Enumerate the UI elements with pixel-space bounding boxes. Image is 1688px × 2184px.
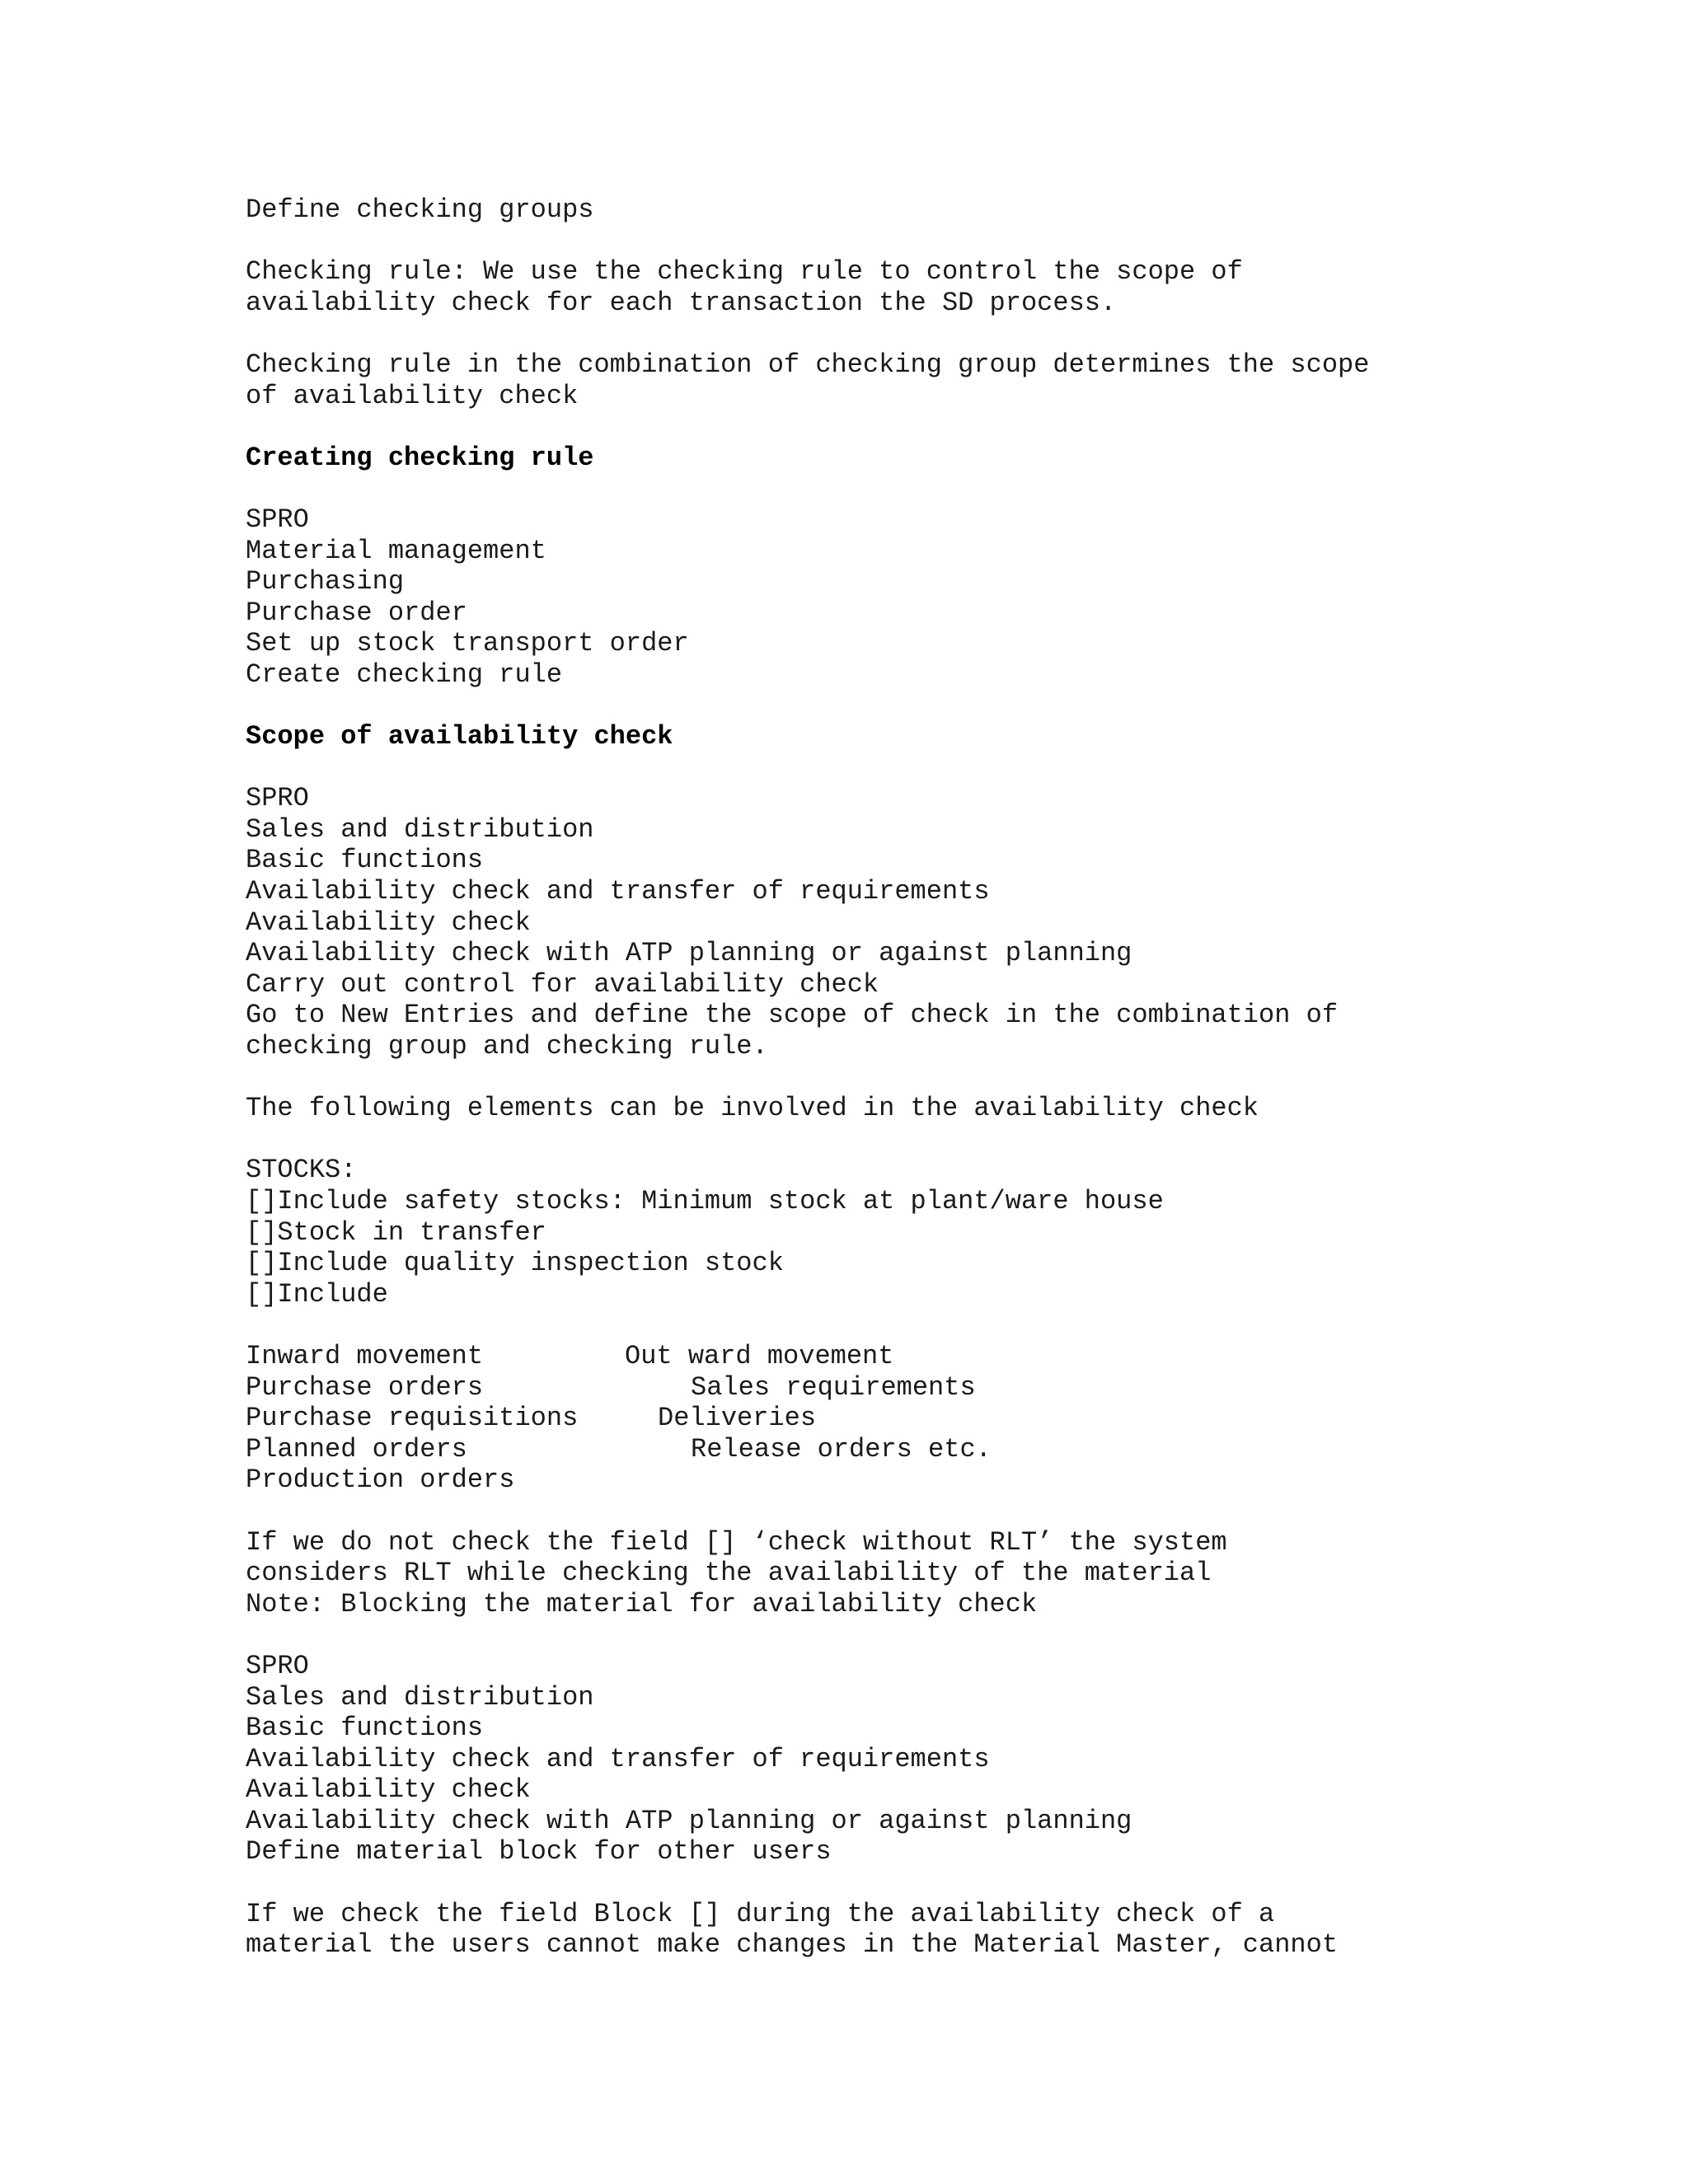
movement-row: [246, 1403, 1647, 1434]
stocks-heading: STOCKS:: [246, 1155, 357, 1186]
movement-row: [246, 1434, 1647, 1465]
menu-path-line: Basic functions: [246, 845, 484, 876]
menu-path-line: Carry out control for availability check: [246, 968, 879, 1000]
outward-item: Sales requirements: [691, 1371, 976, 1403]
section-heading-scope-of-availability-check: Scope of availability check: [246, 721, 673, 752]
menu-path-line: Purchasing: [246, 566, 405, 598]
paragraph-line: If we check the field Block [] during the availability check of a: [246, 1898, 1275, 1929]
paragraph-line: The following elements can be involved in the availability check: [246, 1093, 1259, 1124]
section-heading-creating-checking-rule: Creating checking rule: [246, 442, 594, 473]
menu-path-line: Set up stock transport order: [246, 628, 689, 659]
menu-path-line: SPRO: [246, 1650, 309, 1681]
inward-item: Purchase orders: [246, 1371, 484, 1403]
spacer: [246, 1868, 1647, 1899]
menu-path-line: Availability check and transfer of requirements: [246, 876, 990, 907]
paragraph-line: material the users cannot make changes in the Material Master, cannot: [246, 1929, 1339, 1961]
inward-item: Production orders: [246, 1465, 515, 1496]
spacer: [246, 1619, 1647, 1651]
menu-path-line: Create checking rule: [246, 658, 563, 690]
stock-option: []Include safety stocks: Minimum stock at plant/ware house: [246, 1186, 1164, 1216]
outward-item: Deliveries: [658, 1403, 817, 1434]
spacer: [246, 473, 1647, 504]
spacer: [246, 1496, 1647, 1527]
spacer: [246, 752, 1647, 784]
menu-path-line: checking group and checking rule.: [246, 1031, 768, 1062]
spacer: [246, 1062, 1647, 1094]
outward-movement-header: Out ward movement: [625, 1340, 894, 1371]
menu-path-line: Define material block for other users: [246, 1836, 832, 1868]
spacer: [246, 1124, 1647, 1155]
menu-path-line: Availability check: [246, 907, 531, 938]
menu-path-line: Basic functions: [246, 1713, 484, 1744]
menu-path-line: Sales and distribution: [246, 813, 594, 845]
note-line: Note: Blocking the material for availability check: [246, 1588, 1038, 1619]
spacer: [246, 226, 1647, 257]
stock-option: []Include: [246, 1278, 388, 1310]
stock-option: []Stock in transfer: [246, 1216, 546, 1248]
menu-path-line: Go to New Entries and define the scope of check in the combination of: [246, 1000, 1339, 1031]
paragraph-line: of availability check: [246, 380, 579, 411]
menu-path-line: Material management: [246, 535, 546, 566]
movement-row: [246, 1372, 1647, 1404]
paragraph-line: considers RLT while checking the availability of the material: [246, 1558, 1212, 1589]
menu-path-line: Availability check with ATP planning or against planning: [246, 1805, 1132, 1836]
menu-path-line: Sales and distribution: [246, 1681, 594, 1713]
paragraph-line: Checking rule in the combination of checking group determines the scope: [246, 349, 1370, 380]
paragraph-line: If we do not check the field [] ‘check without RLT’ the system: [246, 1526, 1227, 1558]
paragraph-line: availability check for each transaction the SD process.: [246, 287, 1117, 318]
spacer: [246, 1310, 1647, 1341]
menu-path-line: Availability check and transfer of requirements: [246, 1743, 990, 1774]
inward-item: Planned orders: [246, 1433, 467, 1465]
menu-path-line: SPRO: [246, 783, 309, 814]
spacer: [246, 411, 1647, 443]
menu-path-line: Availability check: [246, 1774, 531, 1806]
movement-header-row: [246, 1341, 1647, 1372]
movement-row: [246, 1465, 1647, 1496]
paragraph-line: Checking rule: We use the checking rule to control the scope of: [246, 256, 1243, 288]
menu-path-line: SPRO: [246, 504, 309, 535]
document-body: [246, 194, 1647, 1961]
spacer: [246, 691, 1647, 722]
spacer: [246, 318, 1647, 349]
menu-path-line: Availability check with ATP planning or against planning: [246, 938, 1132, 969]
page-title: Define checking groups: [246, 194, 594, 225]
inward-movement-header: Inward movement: [246, 1340, 484, 1371]
inward-item: Purchase requisitions: [246, 1403, 579, 1434]
outward-item: Release orders etc.: [691, 1433, 992, 1465]
stock-option: []Include quality inspection stock: [246, 1248, 784, 1279]
menu-path-line: Purchase order: [246, 597, 467, 628]
